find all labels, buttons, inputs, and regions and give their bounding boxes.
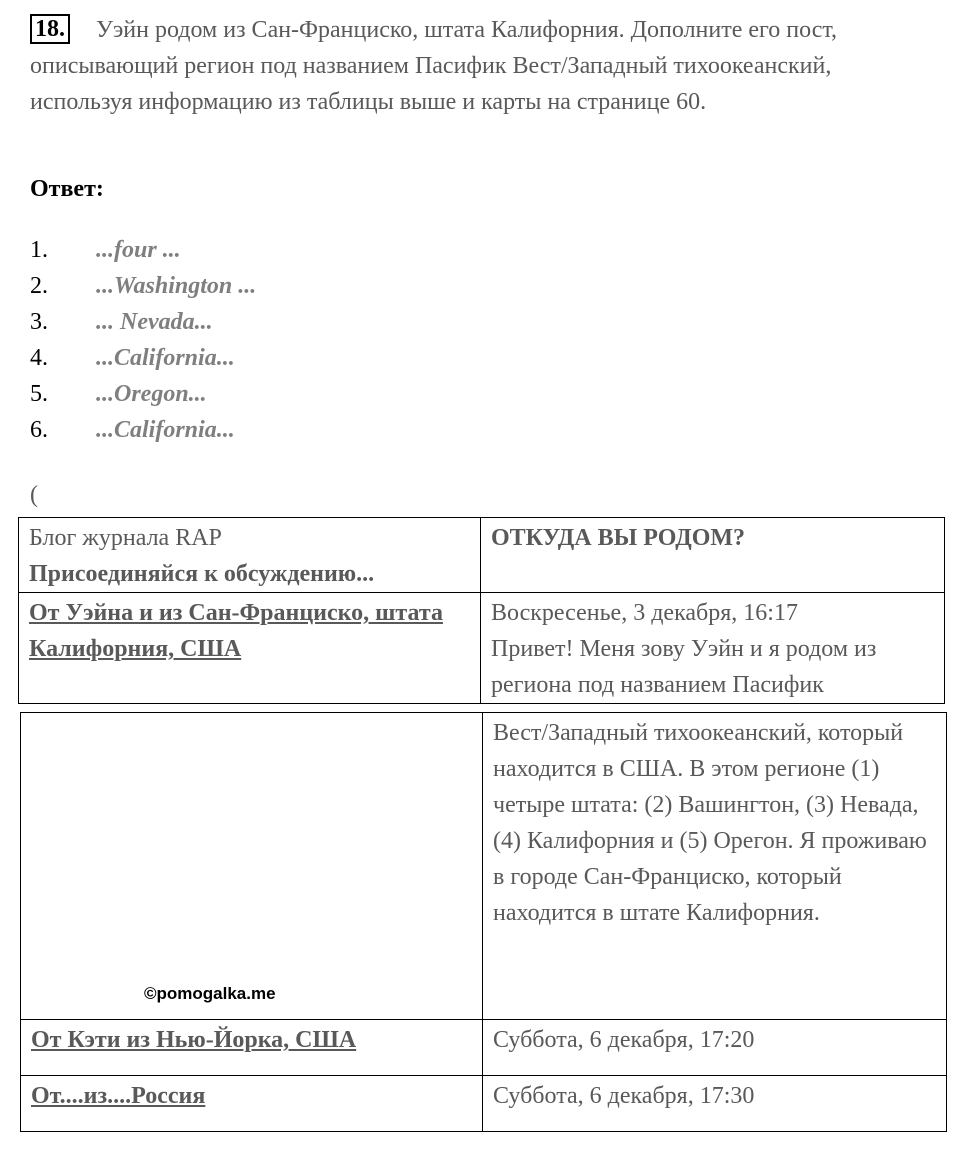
author-cell [21, 1020, 483, 1076]
date-cell [483, 1076, 947, 1132]
item-number: 3. [30, 309, 48, 335]
task-number: 18. [30, 14, 70, 44]
blog-table-bottom [20, 712, 947, 1132]
list-item [30, 304, 256, 340]
post-date: Суббота, 6 декабря, 17:20 [493, 1027, 755, 1053]
task-text-block [30, 12, 920, 120]
item-number: 2. [30, 273, 48, 299]
answer-list [30, 232, 256, 448]
item-answer: ...California... [96, 345, 235, 371]
author-cell [21, 1076, 483, 1132]
heading-cell [481, 518, 945, 593]
blog-heading: ОТКУДА ВЫ РОДОМ? [491, 525, 746, 551]
blog-table-top [18, 517, 945, 704]
post-date: Воскресенье, 3 декабря, 16:17 [491, 600, 798, 626]
item-answer: ... Nevada... [96, 309, 213, 335]
item-answer: ...four ... [96, 237, 181, 263]
list-item [30, 340, 256, 376]
list-item [30, 412, 256, 448]
blog-header-cell [19, 518, 481, 593]
list-item [30, 268, 256, 304]
author-cell [19, 593, 481, 704]
empty-cell [21, 713, 483, 1020]
item-number: 1. [30, 237, 48, 263]
post-cell [483, 713, 947, 1020]
post-text-start: Привет! Меня зову Уэйн и я родом из региона под названием Пасифик [491, 636, 877, 698]
item-answer: ...Washington ... [96, 273, 257, 299]
item-answer: ...Oregon... [96, 381, 207, 407]
date-cell [483, 1020, 947, 1076]
watermark: ©pomogalka.me [144, 984, 276, 1003]
open-parenthesis: ( [30, 482, 38, 508]
task-description: Уэйн родом из Сан-Франциско, штата Калифорния. Дополните его пост, описывающий регион под названием Пасифик Вест/Западный тихоокеанский, используя информацию из таблицы выше и карты на странице 60. [30, 17, 838, 115]
list-item [30, 376, 256, 412]
item-number: 5. [30, 381, 48, 407]
post-cell [481, 593, 945, 704]
item-answer: ...California... [96, 417, 235, 443]
answer-label: Ответ: [30, 176, 104, 202]
post-date: Суббота, 6 декабря, 17:30 [493, 1083, 755, 1109]
item-number: 4. [30, 345, 48, 371]
item-number: 6. [30, 417, 48, 443]
join-discussion-text: Присоединяйся к обсуждению... [29, 561, 375, 587]
author-wayne: От Уэйна и из Сан-Франциско, штата Калифорния, США [29, 600, 443, 662]
blog-title: Блог журнала RAP [29, 525, 222, 551]
post-text-continued: Вест/Западный тихоокеанский, который находится в США. В этом регионе (1) четыре штата: (2) Вашингтон, (3) Невада, (4) Калифорния и (5) Орегон. Я проживаю в городе Сан-Франциско, который находится в штате Калифорния. [493, 720, 927, 926]
author-russia: От....из....Россия [31, 1083, 206, 1109]
author-katie: От Кэти из Нью-Йорка, США [31, 1027, 357, 1053]
list-item [30, 232, 256, 268]
